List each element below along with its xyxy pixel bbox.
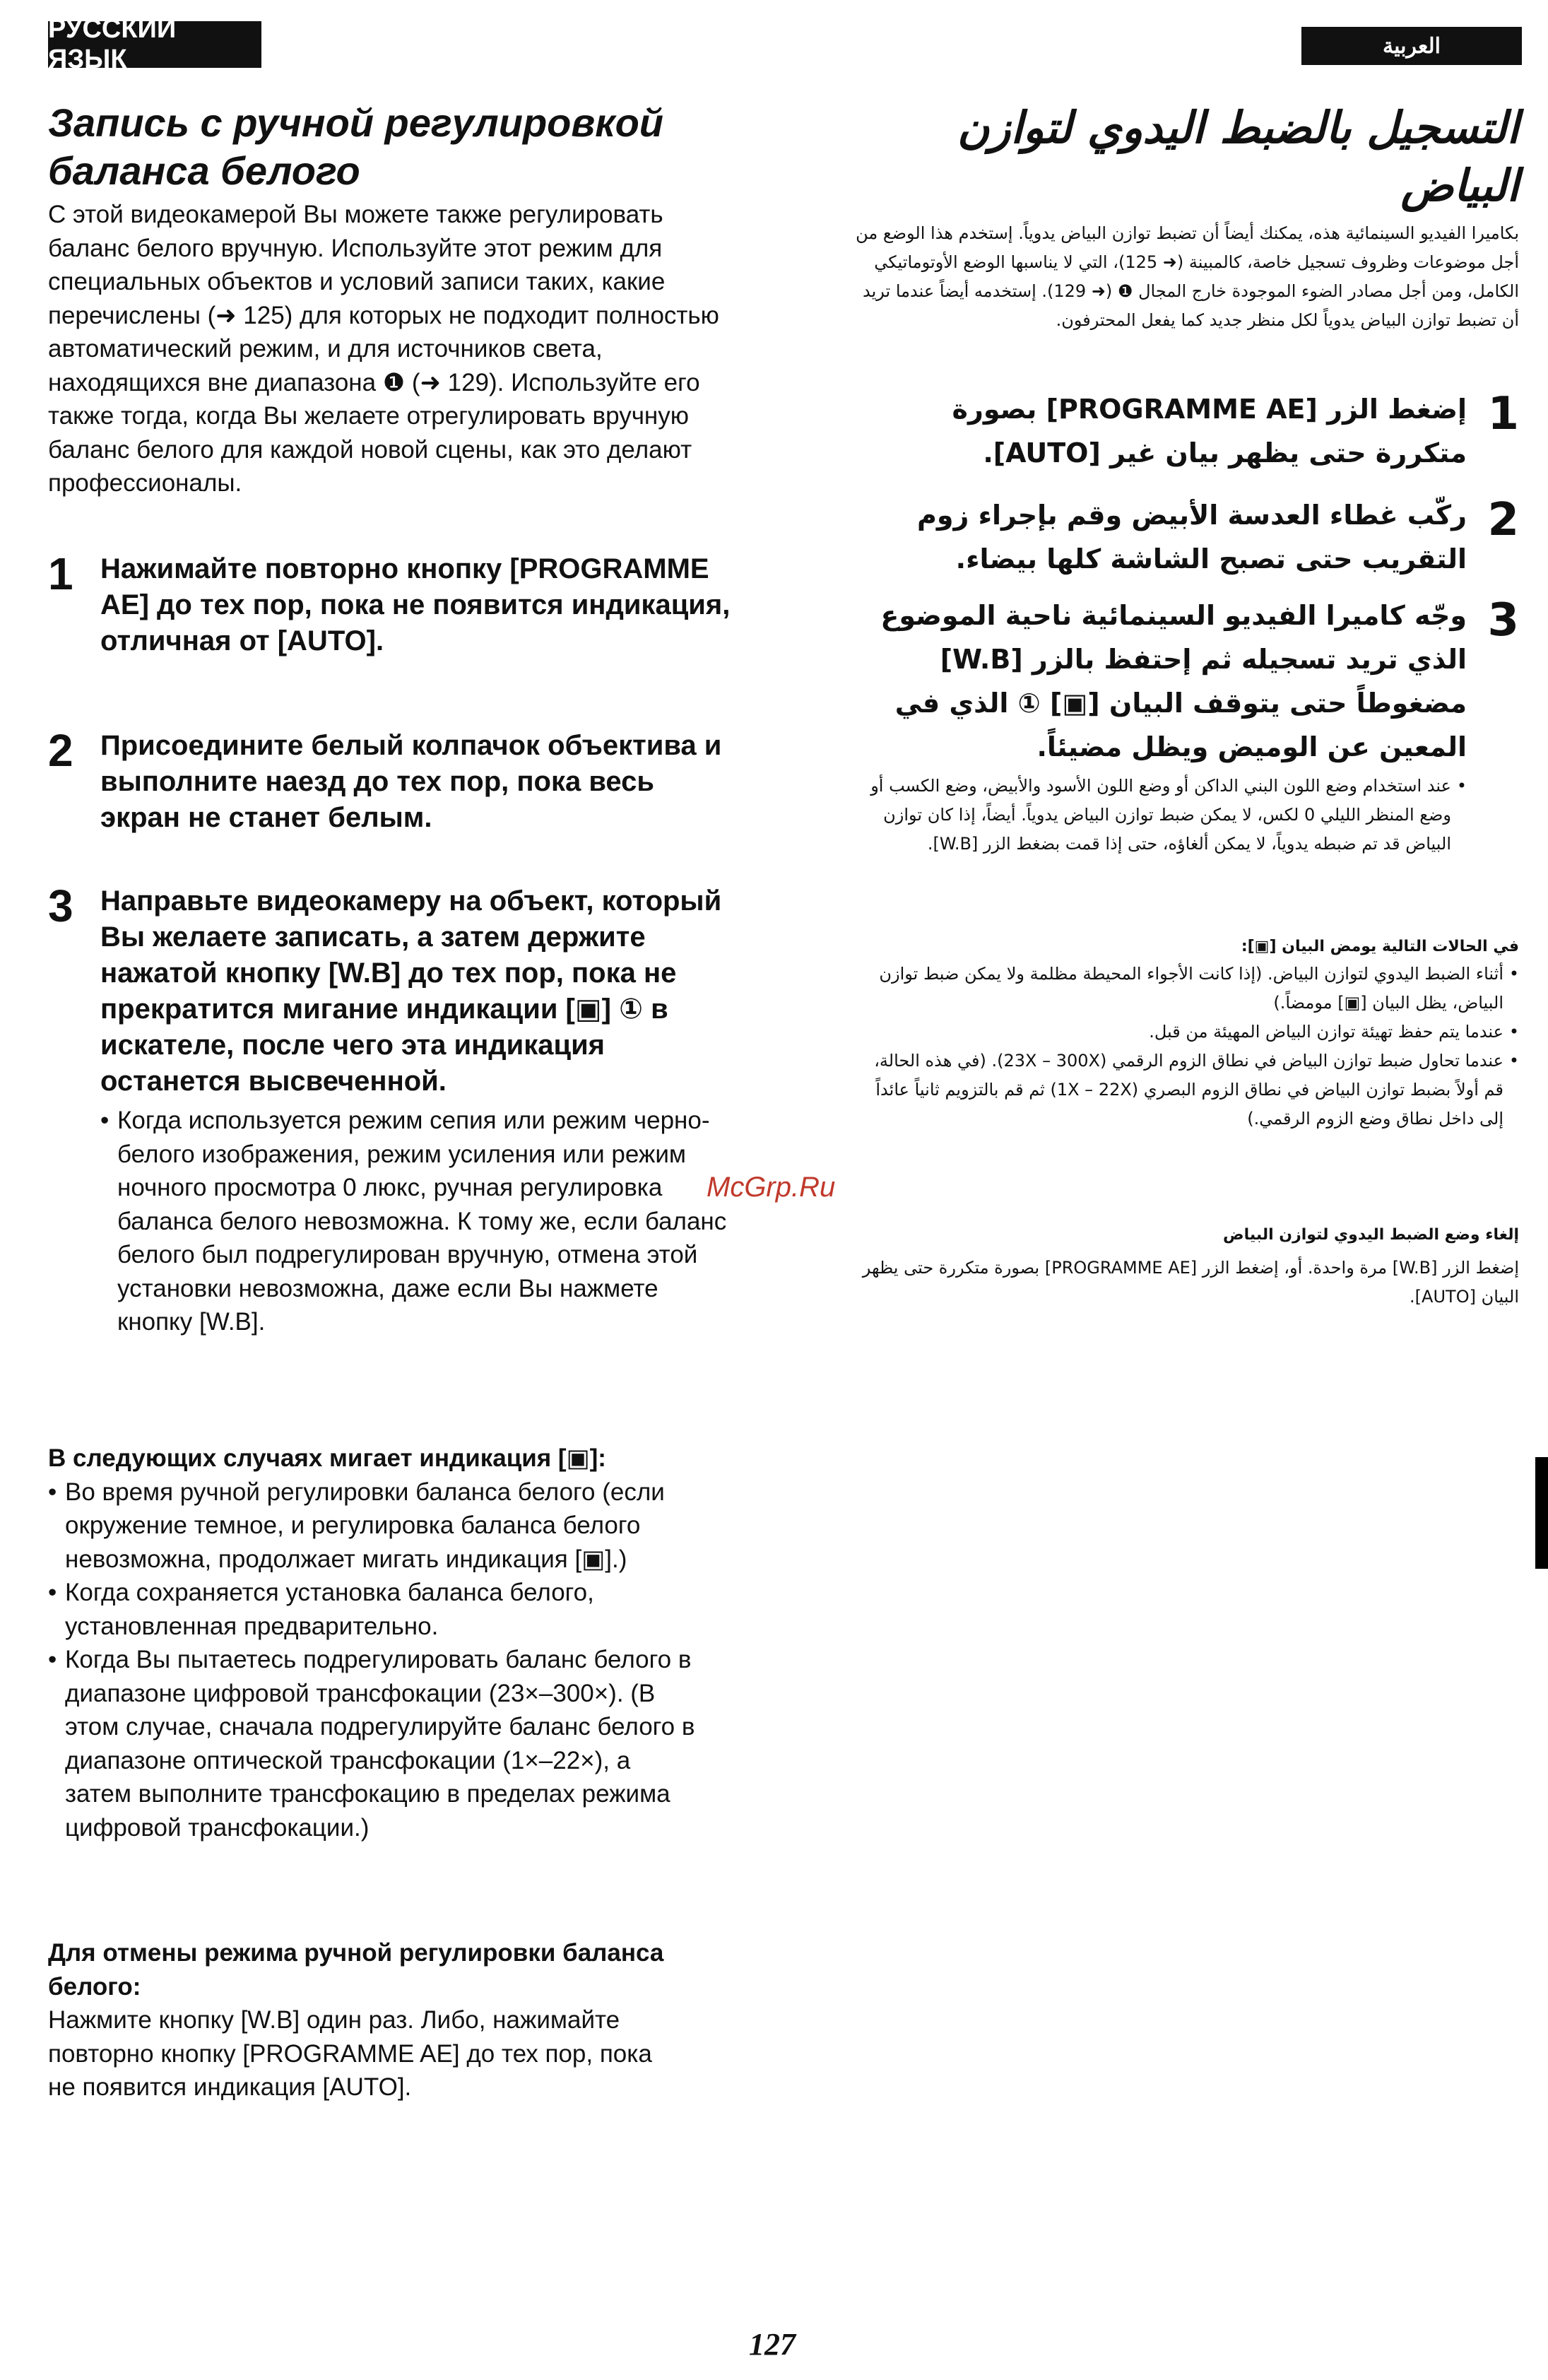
- ru-step-3: [48, 880, 727, 1339]
- ar-title-line2: البياض: [1400, 160, 1519, 211]
- ru-step-2: [48, 725, 726, 836]
- ru-blink-item: • Когда Вы пытаетесь подрегулировать баланс белого в диапазоне цифровой трансфокации (23×–300×). (В этом случае, сначала подрегулируйте баланс белого в диапазоне оптической трансфокации (1×–22×), а затем выполните трансфокацию в пределах режима цифровой трансфокации.): [48, 1643, 698, 1844]
- ru-title-line2: баланса белого: [48, 148, 360, 193]
- ar-step-3: [855, 594, 1519, 859]
- ru-step-1-number: 1: [48, 548, 73, 599]
- ru-title-line1: Запись с ручной регулировкой: [48, 100, 664, 145]
- ar-step-3-note-list: [855, 772, 1467, 859]
- ru-cancel-text: Нажмите кнопку [W.B] один раз. Либо, нажимайте повторно кнопку [PROGRAMME AE] до тех пор, пока не появится индикация [AUTO].: [48, 2006, 652, 2101]
- language-tab-russian: РУССКИЙ ЯЗЫК: [48, 21, 261, 68]
- ar-cancel-text: إضغط الزر [W.B] مرة واحدة. أو، إضغط الزر [PROGRAMME AE] بصورة متكررة حتى يظهر البيان [AUTO].: [862, 1258, 1519, 1307]
- ar-step-1-number: 1: [1487, 388, 1519, 440]
- ar-intro: بكاميرا الفيديو السينمائية هذه، يمكنك أيضاً أن تضبط توازن البياض يدوياً. إستخدم هذا الوضع من أجل موضوعات وظروف تسجيل خاصة، كالمبينة (➜ 125)، التي لا يناسبها الوضع الأوتوماتيكي الكامل، ومن أجل مصادر الضوء الموجودة خارج المجال ❶ (➜ 129). إستخدمه أيضاً عندما تريد أن تضبط توازن البياض يدوياً لكل منظر جديد كما يفعل المحترفون.: [856, 223, 1519, 330]
- ar-step-1: [855, 387, 1519, 475]
- watermark: McGrp.Ru: [707, 1172, 836, 1203]
- ar-step-2: [855, 493, 1519, 581]
- ru-cancel-section: [48, 1936, 670, 2104]
- ar-step-2-text: ركّب غطاء العدسة الأبيض وقم بإجراء زوم التقريب حتى تصبح الشاشة كلها بيضاء.: [917, 500, 1467, 575]
- russian-column: [48, 99, 726, 500]
- ru-step-2-text: Присоедините белый колпачок объектива и выполните наезд до тех пор, пока весь экран не станет белым.: [100, 730, 722, 833]
- ar-blink-item: • عندما يتم حفظ تهيئة توازن البياض المهيئة من قبل.: [855, 1018, 1519, 1047]
- ar-blink-section: [855, 934, 1519, 1133]
- ru-cancel-heading: Для отмены режима ручной регулировки баланса белого:: [48, 1939, 664, 2001]
- ar-section-title: [855, 99, 1519, 215]
- ar-blink-heading: في الحالات التالية يومض البيان [▣]:: [1241, 938, 1519, 955]
- ar-title-line1: التسجيل بالضبط اليدوي لتوازن: [957, 102, 1519, 153]
- ar-step-2-number: 2: [1487, 494, 1519, 546]
- ar-cancel-heading: إلغاء وضع الضبط اليدوي لتوازن البياض: [1223, 1226, 1519, 1244]
- ru-blink-section: [48, 1442, 726, 1844]
- ru-step-2-number: 2: [48, 725, 73, 776]
- ar-blink-list: [855, 960, 1519, 1133]
- ru-blink-item: • Когда сохраняется установка баланса белого, установленная предварительно.: [48, 1576, 698, 1643]
- page-number: 127: [749, 2327, 796, 2362]
- side-index-tab: [1535, 1457, 1548, 1569]
- ar-step-3-number: 3: [1487, 594, 1519, 647]
- ru-section-title: [48, 99, 726, 195]
- ru-step-3-text: Направьте видеокамеру на объект, который Вы желаете записать, а затем держите нажатой кнопку [W.B] до тех пор, пока не прекратится мигание индикации [▣] ① в искателе, после чего эта индикация останется высвеченной.: [100, 885, 722, 1097]
- ru-blink-list: [48, 1475, 698, 1845]
- ru-intro: С этой видеокамерой Вы можете также регулировать баланс белого вручную. Используйте этот режим для специальных объектов и условий записи таких, какие перечислены (➜ 125) для которых не подходит полностью автоматический режим, и для источников света, находящихся вне диапазона ❶ (➜ 129). Используйте его также тогда, когда Вы желаете отрегулировать вручную баланс белого для каждой новой сцены, как это делают профессионалы.: [48, 201, 719, 497]
- arabic-column: [855, 99, 1519, 335]
- ar-step-1-text: إضغط الزر [PROGRAMME AE] بصورة متكررة حتى يظهر بيان غير [AUTO].: [952, 394, 1467, 469]
- ar-blink-item: • عندما تحاول ضبط توازن البياض في نطاق الزوم الرقمي (23X – 300X). (في هذه الحالة، قم أولاً بضبط توازن البياض في نطاق الزوم البصري (1X – 22X) ثم قم بالتزويم ثانياً عائداً إلى داخل نطاق وضع الزوم الرقمي.): [855, 1047, 1519, 1133]
- ar-cancel-section: [855, 1223, 1519, 1312]
- ar-step-3-note: • عند استخدام وضع اللون البني الداكن أو وضع اللون الأسود والأبيض، وضع الكسب أو وضع المنظر الليلي 0 لكس، لا يمكن ضبط توازن البياض يدوياً. أيضاً، إذا كان توازن البياض قد تم ضبطه يدوياً، لا يمكن ألغاؤه، حتى إذا قمت بضغط الزر [W.B].: [855, 772, 1467, 859]
- ru-blink-heading: В следующих случаях мигает индикация [▣]:: [48, 1444, 606, 1472]
- ru-step-3-note: • Когда используется режим сепия или режим черно-белого изображения, режим усиления или режим ночного просмотра 0 люкс, ручная регулировка баланса белого невозможна. К тому же, если баланс белого был подрегулирован вручную, отмена этой установки невозможна, даже если Вы нажмете кнопку [W.B].: [100, 1104, 736, 1339]
- ru-step-1-text: Нажимайте повторно кнопку [PROGRAMME AE] до тех пор, пока не появится индикация, отличная от [AUTO].: [100, 553, 731, 656]
- ar-step-3-text: وجّه كاميرا الفيديو السينمائية ناحية الموضوع الذي تريد تسجيله ثم إحتفظ بالزر [W.B] مضغوطاً حتى يتوقف البيان [▣] ① الذي في المعين عن الوميض ويظل مضيئاً.: [880, 600, 1467, 762]
- ru-blink-item: • Во время ручной регулировки баланса белого (если окружение темное, и регулировка баланса белого невозможна, продолжает мигать индикация [▣].): [48, 1475, 698, 1577]
- ru-step-3-number: 3: [48, 880, 73, 931]
- ar-blink-item: • أثناء الضبط اليدوي لتوازن البياض. (إذا كانت الأجواء المحيطة مظلمة ولا يمكن ضبط توازن البياض، يظل البيان [▣] مومضاً.): [855, 960, 1519, 1018]
- ru-step-3-note-list: [100, 1104, 736, 1339]
- ru-step-1: [48, 548, 731, 659]
- language-tab-arabic: العربية: [1301, 27, 1522, 65]
